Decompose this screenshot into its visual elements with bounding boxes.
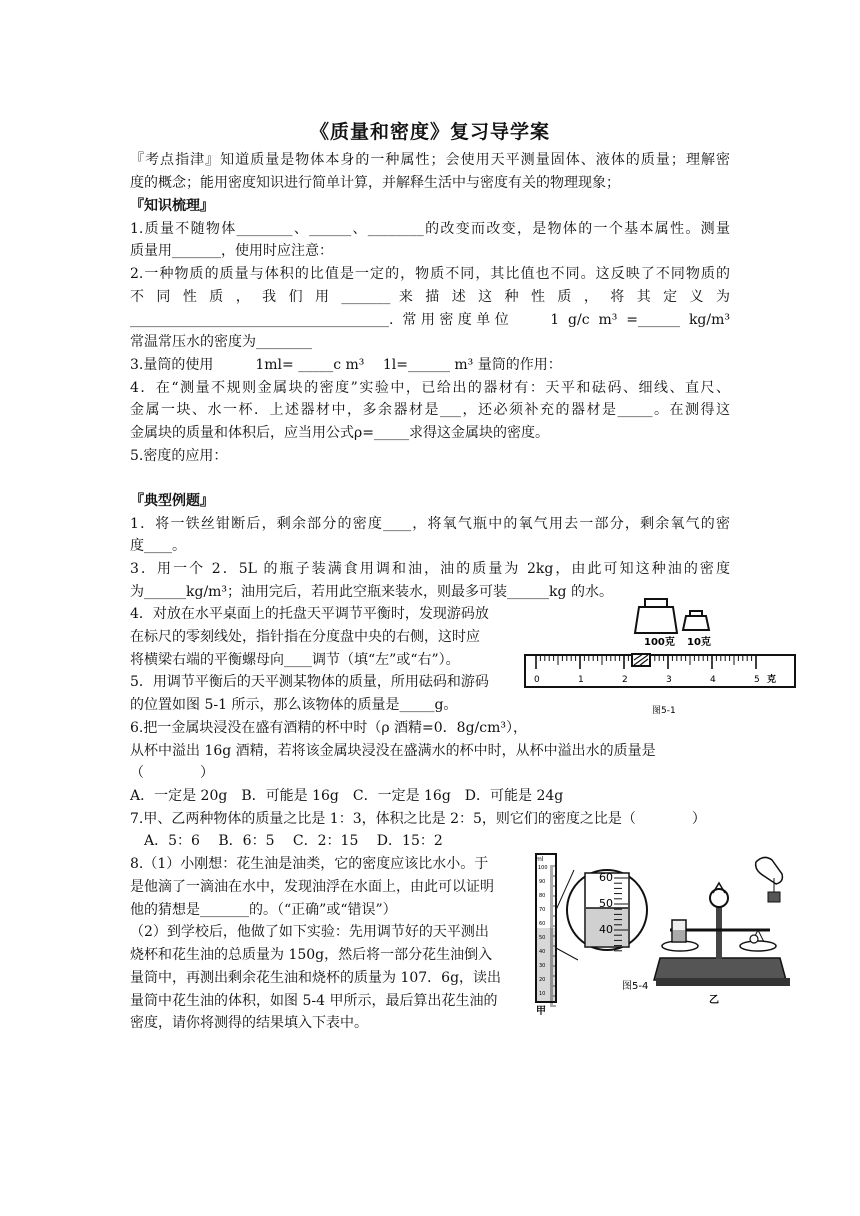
example-8-part-1-cont: 是他滴了一滴油在水中，发现油浮在水面上，由此可以证明 <box>130 879 494 895</box>
hand-with-weight-icon <box>756 857 783 902</box>
knowledge-item-2-units: _____________________________________. 常用密度单位 1 g/c m³ =______ kg/m³ <box>130 312 730 328</box>
example-8-part-1: 8.（1）小刚想：花生油是油类，它的密度应该比水小。于 <box>130 856 489 872</box>
cylinder-label-30: 30 <box>539 963 546 969</box>
cylinder-label-80: 80 <box>539 893 546 899</box>
knowledge-item-1: 1.质量不随物体________、______、________的改变而改变，是物体的一个基本属性。测量 <box>130 221 730 237</box>
knowledge-item-4-formula: 金属块的质量和体积后，应当用公式ρ=_____求得这金属块的密度。 <box>130 425 549 441</box>
cylinder-label-50: 50 <box>539 935 546 941</box>
example-8-part-2-cont-3: 量筒中花生油的体积，如图 5-4 甲所示，最后算出花生油的 <box>130 993 498 1009</box>
knowledge-item-5: 5.密度的应用： <box>130 448 228 464</box>
example-7: 7.甲、乙两种物体的质量之比是 1：3，体积之比是 2：5，则它们的密度之比是（ ） <box>130 811 706 827</box>
example-6-options: A．一定是 20g B．可能是 16g C．一定是 16g D．可能是 24g <box>130 788 564 804</box>
cylinder-unit-label: ml <box>536 856 544 863</box>
figure-5-4 <box>530 848 798 1018</box>
figure-5-1-drawing <box>523 595 798 720</box>
figure-5-4-caption: 图5-4 <box>622 981 649 992</box>
scale-unit-label: 克 <box>767 675 777 685</box>
section-heading-examples: 『典型例题』 <box>130 493 214 509</box>
knowledge-item-2: 2.一种物质的质量与体积的比值是一定的，物质不同，其比值也不同。这反映了不同物质的 <box>130 266 730 282</box>
scale-label-3: 3 <box>666 675 672 685</box>
scale-label-2: 2 <box>622 675 628 685</box>
example-3: 3．用一个 2．5L 的瓶子装满食用调和油，油的质量为 2kg，由此可知这种油的密度 <box>130 561 730 577</box>
figure-5-4-drawing <box>530 848 798 1018</box>
cylinder-label-10: 10 <box>539 991 546 997</box>
exam-point-line-2: 度的概念；能用密度知识进行简单计算，并解释生活中与密度有关的物理现象； <box>130 175 620 191</box>
example-7-options: A．5：6 B．6：5 C．2：15 D．15：2 <box>130 833 443 849</box>
example-8-part-2-cont-2: 量筒中，再测出剩余花生油和烧杯的质量为 107．6g，读出 <box>130 970 502 986</box>
cylinder-label-40: 40 <box>539 949 546 955</box>
cylinder-label-60: 60 <box>539 921 546 927</box>
weight-10g-label: 10克 <box>687 637 711 648</box>
example-4: 4．对放在水平桌面上的托盘天平调节平衡时，发现游码放 <box>130 606 489 622</box>
knowledge-item-2-cont: 不 同 性 质 ， 我 们 用 _______ 来 描 述 这 种 性 质 ， 将 其 定 义 为 <box>130 289 731 305</box>
knowledge-item-3: 3.量筒的使用 1ml= _____c m³ 1l=______ m³ 量筒的作用： <box>130 357 562 373</box>
example-4-cont-2: 将横梁右端的平衡螺母向____调节（填“左”或“右”）。 <box>130 652 460 668</box>
figure-label-jia: 甲 <box>536 1006 546 1017</box>
figure-5-1-caption: 图5-1 <box>652 706 676 716</box>
knowledge-item-4: 4．在“测量不规则金属块的密度”实验中，已给出的器材有：天平和砝码、细线、直尺、 <box>130 380 730 396</box>
page-title: 《质量和密度》复习导学案 <box>309 121 550 143</box>
example-5-cont: 的位置如图 5-1 所示，那么该物体的质量是_____g。 <box>130 697 458 713</box>
section-heading-knowledge: 『知识梳理』 <box>130 198 214 214</box>
scale-label-5: 5 <box>754 675 760 685</box>
figure-5-1 <box>523 595 798 720</box>
cylinder-label-20: 20 <box>539 977 546 983</box>
knowledge-item-2-water: 常温常压水的密度为________ <box>130 334 312 350</box>
cylinder-label-90: 90 <box>539 879 546 885</box>
cylinder-label-70: 70 <box>539 907 546 913</box>
graduated-cylinder-icon <box>536 854 556 1006</box>
cylinder-label-100: 100 <box>538 865 548 871</box>
example-8-part-2-cont-4: 密度，请你将测得的结果填入下表中。 <box>130 1015 368 1031</box>
magnifier-label-50: 50 <box>599 897 613 910</box>
example-8-part-1-cont-2: 他的猜想是_______的。（“正确”或“错误”） <box>130 902 397 918</box>
example-5: 5．用调节平衡后的天平测某物体的质量，所用砝码和游码 <box>130 674 489 690</box>
knowledge-item-1-cont: 质量用_______，使用时应注意： <box>130 243 333 259</box>
exam-point-line-1: 『考点指津』知道质量是物体本身的一种属性；会使用天平测量固体、液体的质量；理解密 <box>130 152 730 168</box>
knowledge-item-4-cont: 金属一块、水一杯．上述器材中，多余器材是___，还必须补充的器材是_____。在测得这 <box>130 402 730 418</box>
example-6: 6.把一金属块浸没在盛有酒精的杯中时（ρ 酒精=0．8g/cm³）， <box>130 720 527 736</box>
scale-label-0: 0 <box>534 675 540 685</box>
magnifier-label-60: 60 <box>599 871 613 884</box>
scale-label-1: 1 <box>578 675 584 685</box>
figure-label-yi: 乙 <box>709 995 719 1006</box>
example-4-cont: 在标尺的零刻线处，指针指在分度盘中央的右侧，这时应 <box>130 629 480 645</box>
example-3-cont: 为______kg/m³；油用完后，若用此空瓶来装水，则最多可装______kg 的水。 <box>130 584 613 600</box>
rider-slider-icon <box>632 654 650 666</box>
example-8-part-2: （2）到学校后，他做了如下实验：先用调节好的天平测出 <box>130 924 489 940</box>
example-8-part-2-cont: 烧杯和花生油的总质量为 150g，然后将一部分花生油倒入 <box>130 947 493 963</box>
weight-100g-label: 100克 <box>644 637 675 648</box>
weight-10g-icon <box>683 611 709 630</box>
example-1-cont: 度____。 <box>130 538 186 554</box>
weight-100g-icon <box>635 599 677 633</box>
example-6-cont: 从杯中溢出 16g 酒精，若将该金属块浸没在盛满水的杯中时，从杯中溢出水的质量是 <box>130 743 656 759</box>
scale-label-4: 4 <box>710 675 716 685</box>
example-1: 1．将一铁丝钳断后，剩余部分的密度____，将氧气瓶中的氧气用去一部分，剩余氧气的密 <box>130 516 730 532</box>
example-6-blank: （ ） <box>130 765 214 781</box>
magnifier-label-40: 40 <box>599 923 613 936</box>
